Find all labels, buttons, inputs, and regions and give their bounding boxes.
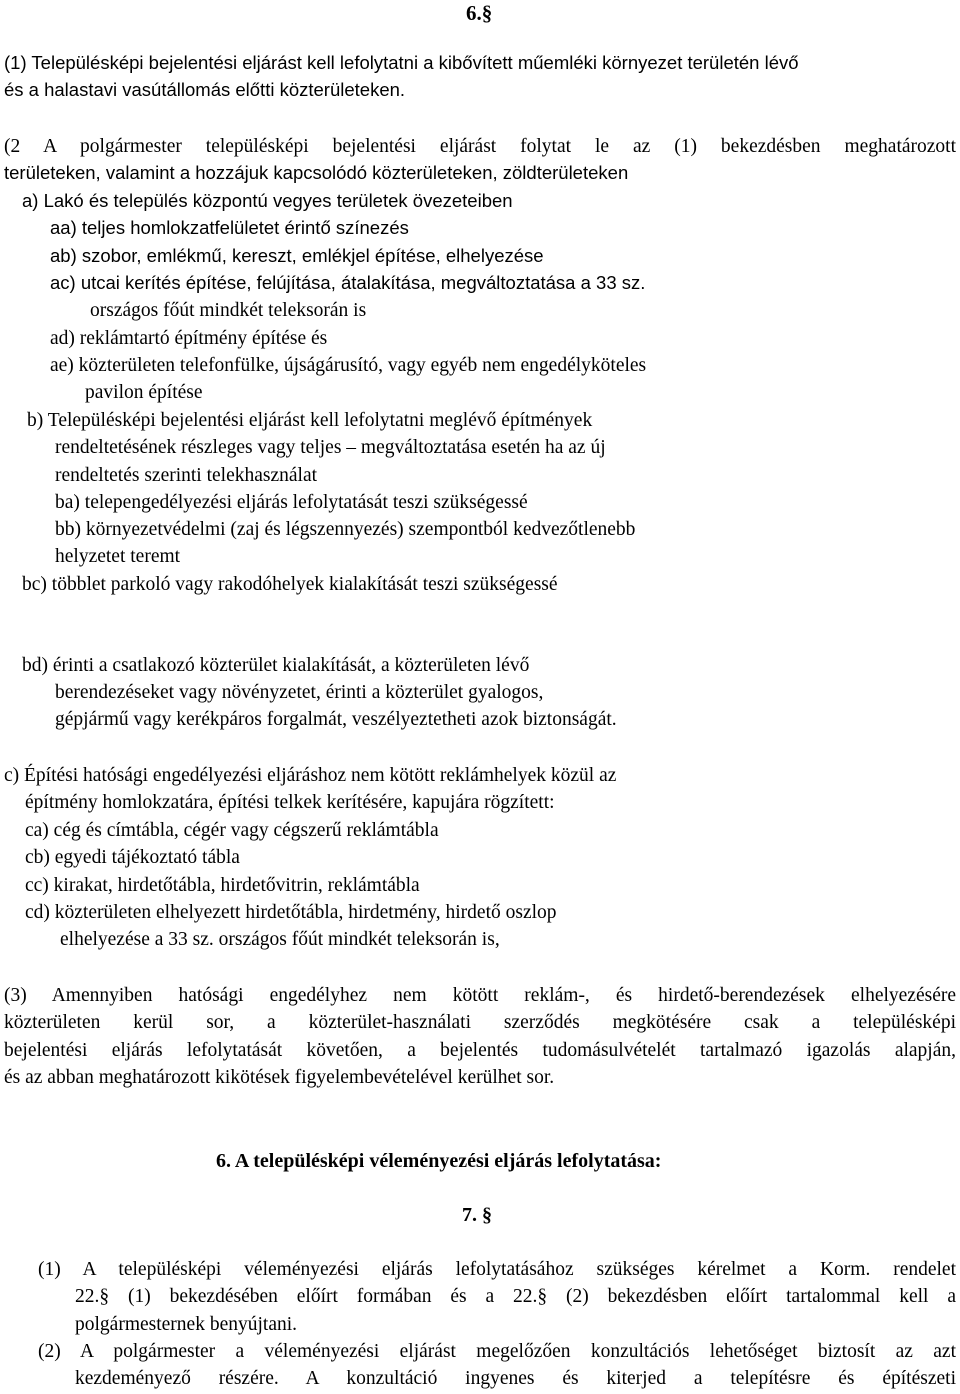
chapter-title: 6. A településképi véleményezési eljárás lefolytatása: <box>216 1150 662 1172</box>
item-bc: bc) többlet parkoló vagy rakodóhelyek kialakítását teszi szükségessé <box>22 574 558 595</box>
item-cc: cc) kirakat, hirdetőtábla, hirdetővitrin, reklámtábla <box>25 875 420 896</box>
paragraph-2-line-2: területeken, valamint a hozzájuk kapcsolódó közterületeken, zöldterületeken <box>4 162 629 183</box>
paragraph-3-line-1: (3) Amennyiben hatósági engedélyhez nem kötött reklám-, és hirdető-berendezések elhelyezésére <box>4 985 956 1006</box>
paragraph-1-line-1: (1) Településképi bejelentési eljárást kell lefolytatni a kibővített műemléki környezet területén lévő <box>4 52 799 73</box>
item-bd-cont-1: berendezéseket vagy növényzetet, érinti a közterület gyalogos, <box>55 682 544 703</box>
item-c-cont: építmény homlokzatára, építési telkek kerítésére, kapujára rögzített: <box>25 792 555 813</box>
section-heading-7: 7. § <box>462 1204 492 1226</box>
paragraph-1-line-2: és a halastavi vasútállomás előtti közterületeken. <box>4 79 406 100</box>
item-ca: ca) cég és címtábla, cégér vagy cégszerű reklámtábla <box>25 820 439 841</box>
item-ac-cont: országos főút mindkét teleksorán is <box>90 300 367 321</box>
paragraph-3-line-3: bejelentési eljárás lefolytatását követően, a bejelentés tudomásulvételét tartalmazó igazolás alapján, <box>4 1040 956 1061</box>
section-heading-6: 6.§ <box>466 1 493 25</box>
paragraph-3-line-2: közterületen kerül sor, a közterület-használati szerződés megkötésére csak a településképi <box>4 1012 956 1033</box>
item-bd-cont-2: gépjármű vagy kerékpáros forgalmát, veszélyeztetheti azok biztonságát. <box>55 709 617 730</box>
item-b-cont-1: rendeltetésének részleges vagy teljes – megváltoztatása esetén ha az új <box>55 437 606 458</box>
s7-paragraph-1-line-2: 22.§ (1) bekezdésében előírt formában és a 22.§ (2) bekezdésben előírt tartalommal kell a <box>75 1286 956 1307</box>
item-bd: bd) érinti a csatlakozó közterület kialakítását, a közterületen lévő <box>22 655 530 676</box>
item-b-cont-2: rendeltetés szerinti telekhasználat <box>55 465 318 486</box>
s7-paragraph-1-line-3: polgármesternek benyújtani. <box>75 1314 298 1335</box>
item-a: a) Lakó és település központú vegyes területek övezeteiben <box>22 190 513 211</box>
item-ad: ad) reklámtartó építmény építése és <box>50 328 328 349</box>
s7-paragraph-1-line-1: (1) A településképi véleményezési eljárás lefolytatásához szükséges kérelmet a Korm. rendelet <box>38 1259 956 1280</box>
item-c: c) Építési hatósági engedélyezési eljáráshoz nem kötött reklámhelyek közül az <box>4 765 617 786</box>
item-b: b) Településképi bejelentési eljárást kell lefolytatni meglévő építmények <box>27 410 593 431</box>
item-bb: bb) környezetvédelmi (zaj és légszennyezés) szempontból kedvezőtlenebb <box>55 519 636 540</box>
item-cd: cd) közterületen elhelyezett hirdetőtábla, hirdetmény, hirdető oszlop <box>25 902 557 923</box>
item-ae-cont: pavilon építése <box>85 382 203 403</box>
paragraph-2-line-1: (2 A polgármester településképi bejelentési eljárást folytat le az (1) bekezdésben meghatározott <box>4 136 956 157</box>
s7-paragraph-2-line-1: (2) A polgármester a véleményezési eljárást megelőzően konzultációs lehetőséget biztosít az azt <box>38 1341 956 1362</box>
s7-paragraph-2-line-2: kezdeményező részére. A konzultáció ingyenes és kiterjed a telepítésre és építészeti <box>75 1368 956 1389</box>
item-ac: ac) utcai kerítés építése, felújítása, átalakítása, megváltoztatása a 33 sz. <box>50 272 646 293</box>
item-ab: ab) szobor, emlékmű, kereszt, emlékjel építése, elhelyezése <box>50 245 544 266</box>
item-ae: ae) közterületen telefonfülke, újságárusító, vagy egyéb nem engedélyköteles <box>50 355 647 376</box>
item-bb-cont: helyzetet teremt <box>55 546 181 567</box>
paragraph-3-line-4: és az abban meghatározott kikötések figyelembevételével kerülhet sor. <box>4 1067 555 1088</box>
item-cd-cont: elhelyezése a 33 sz. országos főút mindkét teleksorán is, <box>60 929 500 950</box>
item-ba: ba) telepengedélyezési eljárás lefolytatását teszi szükségessé <box>55 492 528 513</box>
item-aa: aa) teljes homlokzatfelületet érintő színezés <box>50 217 409 238</box>
item-cb: cb) egyedi tájékoztató tábla <box>25 847 240 868</box>
